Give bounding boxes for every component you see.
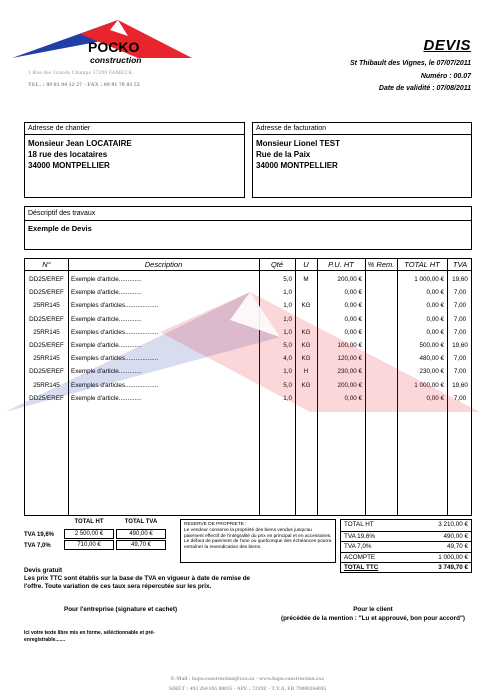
company-phone: TEL. : 09 81 94 12 27 - FAX : 09 81 70 03 52 — [28, 82, 140, 88]
col-header-total-ht: TOTAL HT — [404, 260, 440, 269]
cell-vat: 7,00 — [453, 315, 467, 323]
billing-address-line: Rue de la Paix — [256, 150, 311, 159]
site-address-label: Adresse de chantier — [25, 123, 244, 135]
items-table — [24, 258, 472, 516]
footer-contact: E-Mail : kopo.construction@xxx.xx - www.kopo.construction.xxx — [170, 676, 325, 682]
cell-description: Exemple d'article............. — [71, 315, 142, 323]
vat-header-total-ht: TOTAL HT — [74, 519, 104, 525]
ownership-reserve-box — [180, 519, 336, 563]
quote-number: Numéro : 00.07 — [420, 72, 471, 80]
cell-total-ht: 0,00 € — [426, 315, 444, 323]
cell-unit-price: 0,00 € — [344, 315, 362, 323]
cell-description: Exemples d'articles................... — [71, 302, 159, 310]
logo-name: POCKO — [88, 39, 140, 55]
work-description-label: Déscriptif des travaux — [25, 207, 471, 221]
site-address-line: 34000 MONTPELLIER — [28, 161, 110, 170]
cell-unit: KG — [301, 381, 311, 389]
col-header-qty: Qté — [270, 260, 284, 269]
page-footer — [0, 674, 495, 694]
cell-vat: 19,60 — [452, 381, 468, 389]
ownership-reserve-title: RESERVE DE PROPRIETE : — [184, 522, 247, 527]
totals-label: ACOMPTE — [344, 553, 376, 561]
vat-total-ht: 2 500,00 € — [64, 529, 114, 539]
cell-qty: 1,0 — [283, 368, 292, 376]
free-text: Ici votre texte libre mis en forme, séléctionnable et pré-enregistrable....... — [24, 630, 155, 643]
place-date: St Thibault des Vignes, le 07/07/2011 — [350, 60, 471, 67]
totals-label: TOTAL HT — [344, 521, 374, 528]
cell-unit — [295, 392, 317, 405]
cell-unit: KG — [301, 342, 311, 349]
ownership-reserve-text: Le vendeur conserve la propriété des biens vendus jusqu'au paiement effectif de l'intégralité du prix en principal et en accessoires. Le défaut de paiement de l'une ou quelconque des échéances pourra entraîner la revendication des biens. — [184, 527, 332, 551]
table-row — [25, 339, 471, 352]
billing-address-box — [252, 122, 472, 198]
cell-total-ht: 0,00 € — [426, 302, 444, 310]
totals-label: TOTAL TTC — [344, 564, 379, 571]
cell-discount — [365, 326, 397, 339]
cell-unit: KG — [301, 355, 311, 363]
cell-number: DD25/EREF — [29, 315, 64, 323]
table-row — [25, 313, 471, 326]
cell-qty: 4,0 — [283, 355, 292, 363]
vat-header-total-tva: TOTAL TVA — [124, 519, 158, 525]
vat-rate-label: TVA 7,0% — [24, 543, 51, 549]
cell-number: DD25/EREF — [29, 289, 64, 297]
cell-total-ht: 0,00 € — [426, 394, 444, 402]
cell-unit-price: 100,00 € — [337, 342, 362, 349]
totals-row — [341, 531, 471, 542]
totals-row — [341, 552, 471, 563]
cell-vat: 7,00 — [453, 302, 467, 310]
cell-unit: H — [303, 368, 309, 376]
cell-vat: 19,60 — [452, 342, 468, 349]
col-header-discount: % Rem. — [367, 260, 395, 269]
vat-total-ht: 710,00 € — [64, 540, 114, 550]
cell-number: DD25/EREF — [29, 394, 64, 402]
cell-unit-price: 0,00 € — [344, 328, 362, 336]
cell-discount — [365, 379, 397, 392]
totals-row — [341, 520, 471, 531]
table-row — [25, 286, 471, 299]
cell-unit-price: 0,00 € — [344, 289, 362, 297]
cell-discount — [365, 339, 397, 352]
vat-note: Les prix TTC sont établis sur la base de TVA en vigueur à date de remise de l'offre. Toute variation de ces taux sera répercutée sur les prix. — [24, 575, 251, 590]
site-address-line: 18 rue des locataires — [28, 150, 108, 159]
cell-description: Exemple d'article............. — [71, 368, 142, 376]
cell-total-ht: 480,00 € — [419, 355, 444, 363]
cell-unit-price: 0,00 € — [344, 394, 362, 402]
cell-unit: KG — [301, 328, 311, 336]
document-meta — [350, 58, 471, 96]
cell-qty: 1,0 — [283, 394, 292, 402]
table-row — [25, 365, 471, 378]
table-row — [25, 299, 471, 312]
cell-vat: 7,00 — [453, 394, 467, 402]
cell-discount — [365, 273, 397, 286]
totals-value: 490,00 € — [443, 532, 468, 540]
cell-number: DD25/EREF — [29, 342, 64, 349]
totals-value: 1 000,00 € — [438, 553, 468, 561]
client-signature-note: (précédée de la mention : "Lu et approuvé, bon pour accord") — [280, 614, 466, 622]
footer-legal: SIRET : 493 264 695 00035 - APE : 7219Z - T.V.A. FR 79000264695 — [168, 686, 327, 692]
col-header-description: Description — [144, 260, 183, 269]
totals-label: TVA 7,0% — [344, 543, 372, 550]
cell-description: Exemple d'article............. — [71, 394, 142, 402]
billing-address-line: 34000 MONTPELLIER — [256, 161, 338, 170]
totals-value: 49,70 € — [446, 543, 468, 550]
company-signature-label: Pour l'entreprise (signature et cachet) — [64, 606, 178, 613]
cell-qty: 1,0 — [283, 289, 292, 297]
vat-total-tva: 490,00 € — [116, 529, 166, 539]
cell-qty: 5,0 — [283, 276, 292, 283]
cell-qty: 1,0 — [283, 315, 292, 323]
cell-vat: 7,00 — [453, 289, 467, 297]
company-address: 1 Rue des Grands Champs 57290 FAMECK — [28, 70, 133, 76]
cell-unit — [295, 286, 317, 299]
cell-total-ht: 0,00 € — [426, 289, 444, 297]
totals-box — [340, 519, 472, 573]
company-logo — [10, 18, 200, 68]
vat-total-tva: 49,70 € — [116, 540, 166, 550]
cell-description: Exemple d'article............. — [71, 342, 142, 349]
work-description-box — [24, 206, 472, 250]
cell-qty: 5,0 — [283, 342, 292, 349]
table-row — [25, 273, 471, 286]
cell-unit — [295, 313, 317, 326]
cell-total-ht: 230,00 € — [419, 368, 444, 376]
totals-row — [341, 562, 471, 573]
cell-discount — [365, 313, 397, 326]
cell-vat: 19,60 — [452, 276, 468, 283]
cell-unit-price: 200,00 € — [337, 381, 362, 389]
billing-address-label: Adresse de facturation — [253, 123, 471, 135]
totals-row — [341, 541, 471, 552]
client-signature — [268, 606, 478, 623]
cell-total-ht: 0,00 € — [426, 328, 444, 336]
cell-discount — [365, 299, 397, 312]
cell-unit: KG — [301, 302, 311, 310]
cell-qty: 1,0 — [283, 328, 292, 336]
notes — [24, 567, 259, 591]
totals-value: 3 749,70 € — [438, 564, 468, 571]
table-header — [25, 259, 471, 271]
validity-date: Date de validité : 07/08/2011 — [378, 85, 471, 92]
cell-qty: 5,0 — [283, 381, 292, 389]
free-quote-note: Devis gratuit — [24, 567, 63, 574]
billing-address-line: Monsieur Lionel TEST — [256, 139, 341, 148]
site-address-box — [24, 122, 245, 198]
cell-number: 25RR145 — [33, 355, 60, 363]
client-signature-label: Pour le client — [353, 606, 393, 613]
table-row — [25, 326, 471, 339]
cell-number: 25RR145 — [33, 328, 60, 336]
cell-unit-price: 230,00 € — [337, 368, 362, 376]
cell-description: Exemples d'articles................... — [71, 381, 159, 389]
cell-unit: M — [303, 276, 309, 283]
cell-unit-price: 200,00 € — [337, 276, 362, 283]
table-row — [25, 352, 471, 365]
cell-total-ht: 1 000,00 € — [414, 276, 444, 283]
cell-number: 25RR145 — [33, 381, 60, 389]
work-description-value: Exemple de Devis — [28, 224, 92, 233]
logo-sub: construction — [90, 55, 142, 65]
table-row — [25, 392, 471, 405]
col-header-unit-price: P.U. HT — [328, 260, 354, 269]
site-address-line: Monsieur Jean LOCATAIRE — [28, 139, 132, 148]
cell-discount — [365, 365, 397, 378]
cell-total-ht: 500,00 € — [419, 342, 444, 349]
totals-value: 3 210,00 € — [438, 521, 468, 528]
col-header-unit: U — [303, 260, 309, 269]
cell-unit-price: 0,00 € — [344, 302, 362, 310]
cell-number: 25RR145 — [33, 302, 60, 310]
cell-vat: 7,00 — [453, 368, 467, 376]
cell-description: Exemple d'article............. — [71, 276, 142, 283]
table-row — [25, 379, 471, 392]
cell-number: DD25/EREF — [29, 368, 64, 376]
document-title: DEVIS — [423, 37, 471, 54]
cell-qty: 1,0 — [283, 302, 292, 310]
cell-unit-price: 120,00 € — [337, 355, 362, 363]
col-header-number: N° — [42, 260, 51, 269]
cell-vat: 7,00 — [453, 355, 467, 363]
cell-description: Exemple d'article............. — [71, 289, 142, 297]
cell-vat: 7,00 — [453, 328, 467, 336]
totals-list — [341, 520, 471, 573]
cell-number: DD25/EREF — [29, 276, 64, 283]
cell-description: Exemples d'articles................... — [71, 328, 159, 336]
cell-total-ht: 1 000,00 € — [414, 381, 444, 389]
col-header-vat: TVA — [452, 260, 468, 269]
cell-description: Exemples d'articles................... — [71, 355, 159, 363]
totals-label: TVA 19,6% — [344, 532, 376, 540]
cell-discount — [365, 352, 397, 365]
cell-discount — [365, 392, 397, 405]
cell-discount — [365, 286, 397, 299]
vat-rate-label: TVA 19,6% — [24, 532, 55, 538]
